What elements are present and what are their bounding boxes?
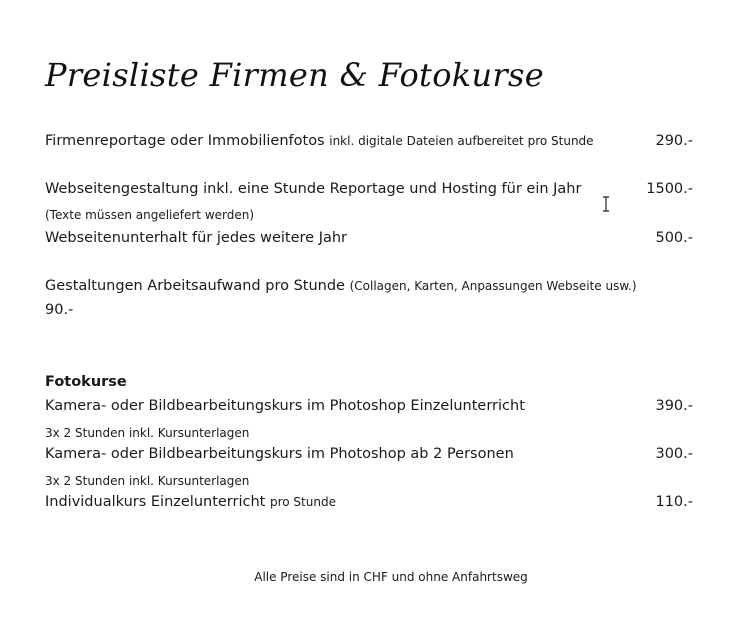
item-price: 1500.-: [646, 181, 693, 197]
item-subnote: (Texte müssen angeliefert werden): [45, 208, 255, 222]
section-heading-fotokurse: Fotokurse: [45, 374, 127, 390]
price-row-kurs-einzel: [45, 398, 693, 420]
item-label-wrapper: [45, 133, 594, 149]
item-label: Kamera- oder Bildbearbeitungskurs im Photoshop Einzelunterricht: [45, 398, 525, 414]
text-cursor-icon: [601, 196, 611, 212]
price-row-webseitengestaltung: [45, 181, 693, 203]
footer-note: Alle Preise sind in CHF und ohne Anfahrtsweg: [254, 570, 528, 584]
item-price: 500.-: [655, 230, 693, 246]
item-label-wrapper: [45, 494, 336, 510]
item-subnote: 3x 2 Stunden inkl. Kursunterlagen: [45, 474, 250, 488]
item-note: pro Stunde: [269, 495, 336, 509]
item-label: Individualkurs Einzelunterricht: [45, 494, 266, 510]
price-row-gestaltungen: [45, 278, 693, 300]
item-price: 110.-: [655, 494, 693, 510]
item-price: 300.-: [655, 446, 693, 462]
item-label: Firmenreportage oder Immobilienfotos: [45, 133, 325, 149]
item-note: inkl. digitale Dateien aufbereitet pro Stunde: [329, 134, 594, 148]
price-row-firmenreportage: [45, 133, 693, 155]
item-label: Webseitenunterhalt für jedes weitere Jahr: [45, 230, 348, 246]
item-subnote: 3x 2 Stunden inkl. Kursunterlagen: [45, 426, 250, 440]
item-label: Webseitengestaltung inkl. eine Stunde Reportage und Hosting für ein Jahr: [45, 181, 582, 197]
item-label: Kamera- oder Bildbearbeitungskurs im Photoshop ab 2 Personen: [45, 446, 514, 462]
item-label-wrapper: [45, 278, 637, 294]
price-row-individualkurs: [45, 494, 693, 516]
price-row-kurs-gruppe: [45, 446, 693, 468]
page-title: Preisliste Firmen & Fotokurse: [45, 56, 544, 94]
item-label: Gestaltungen Arbeitsaufwand pro Stunde: [45, 278, 345, 294]
item-price: 390.-: [655, 398, 693, 414]
item-price: 290.-: [655, 133, 693, 149]
price-row-webseitenunterhalt: [45, 230, 693, 252]
item-price: 90.-: [45, 302, 74, 318]
item-note: (Collagen, Karten, Anpassungen Webseite usw.): [349, 279, 637, 293]
